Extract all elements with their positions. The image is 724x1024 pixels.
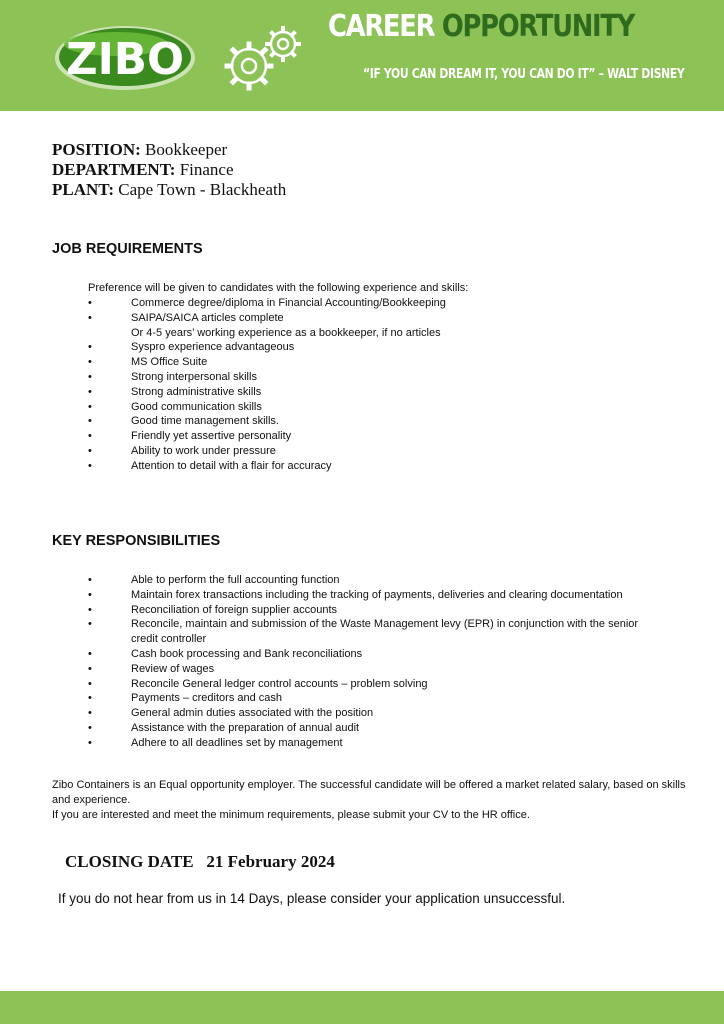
unsuccessful-notice: If you do not hear from us in 14 Days, please consider your application unsuccessful. — [58, 891, 566, 906]
list-item: • Commerce degree/diploma in Financial Accounting/Bookkeeping — [88, 296, 668, 311]
responsibilities-list — [88, 573, 668, 751]
list-item: • Strong administrative skills — [88, 385, 668, 400]
header-title — [328, 8, 634, 46]
requirements-heading: JOB REQUIREMENTS — [52, 241, 203, 257]
list-item: • Reconcile, maintain and submission of the Waste Management levy (EPR) in conjunction with the senior credit controller — [88, 617, 668, 647]
responsibilities-heading: KEY RESPONSIBILITIES — [52, 533, 221, 549]
svg-text:ZIBO: ZIBO — [66, 34, 184, 85]
list-item: • Adhere to all deadlines set by management — [88, 736, 668, 751]
list-item: Or 4-5 years’ working experience as a bookkeeper, if no articles — [131, 326, 441, 339]
header-quote: “IF YOU CAN DREAM IT, YOU CAN DO IT” – WALT DISNEY — [363, 67, 685, 82]
list-item: • Reconcile General ledger control accounts – problem solving — [88, 677, 668, 692]
list-item: • Able to perform the full accounting function — [88, 573, 668, 588]
plant-line: PLANT: Cape Town - Blackheath — [52, 180, 287, 199]
header-title-word2: OPPORTUNITY — [441, 9, 635, 44]
list-item: • Ability to work under pressure — [88, 444, 668, 459]
header-title-word1: CAREER — [328, 9, 435, 44]
list-item: • Friendly yet assertive personality — [88, 429, 668, 444]
list-item: • MS Office Suite — [88, 355, 668, 370]
header-band — [0, 0, 724, 111]
list-item: • Syspro experience advantageous — [88, 340, 668, 355]
list-item: • Good communication skills — [88, 400, 668, 415]
list-item: • SAIPA/SAICA articles complete — [88, 311, 668, 326]
list-item: • Strong interpersonal skills — [88, 370, 668, 385]
employer-statement — [52, 778, 692, 822]
equal-opportunity-text: Zibo Containers is an Equal opportunity employer. The successful candidate will be offered a market related salary, based on skills and experience. — [52, 779, 686, 806]
zibo-logo — [54, 22, 196, 92]
list-item: • Assistance with the preparation of annual audit — [88, 721, 668, 736]
list-item: • Payments – creditors and cash — [88, 691, 668, 706]
list-item: • Review of wages — [88, 662, 668, 677]
job-meta — [52, 140, 286, 200]
list-item: • Good time management skills. — [88, 414, 668, 429]
list-item: • Cash book processing and Bank reconciliations — [88, 647, 668, 662]
position-line: POSITION: Bookkeeper — [52, 140, 228, 159]
apply-instruction-text: If you are interested and meet the minimum requirements, please submit your CV to the HR office. — [52, 808, 530, 821]
list-item: • General admin duties associated with the position — [88, 706, 668, 721]
gears-icon — [221, 22, 307, 94]
list-item: • Attention to detail with a flair for accuracy — [88, 459, 668, 474]
requirements-intro: Preference will be given to candidates with the following experience and skills: — [88, 282, 469, 294]
footer-band — [0, 991, 724, 1024]
list-item: • Reconciliation of foreign supplier accounts — [88, 603, 668, 618]
requirements-list — [88, 296, 668, 474]
list-item: • Maintain forex transactions including the tracking of payments, deliveries and clearing documentation — [88, 588, 668, 603]
closing-date: CLOSING DATE 21 February 2024 — [65, 852, 335, 871]
department-line: DEPARTMENT: Finance — [52, 160, 234, 179]
